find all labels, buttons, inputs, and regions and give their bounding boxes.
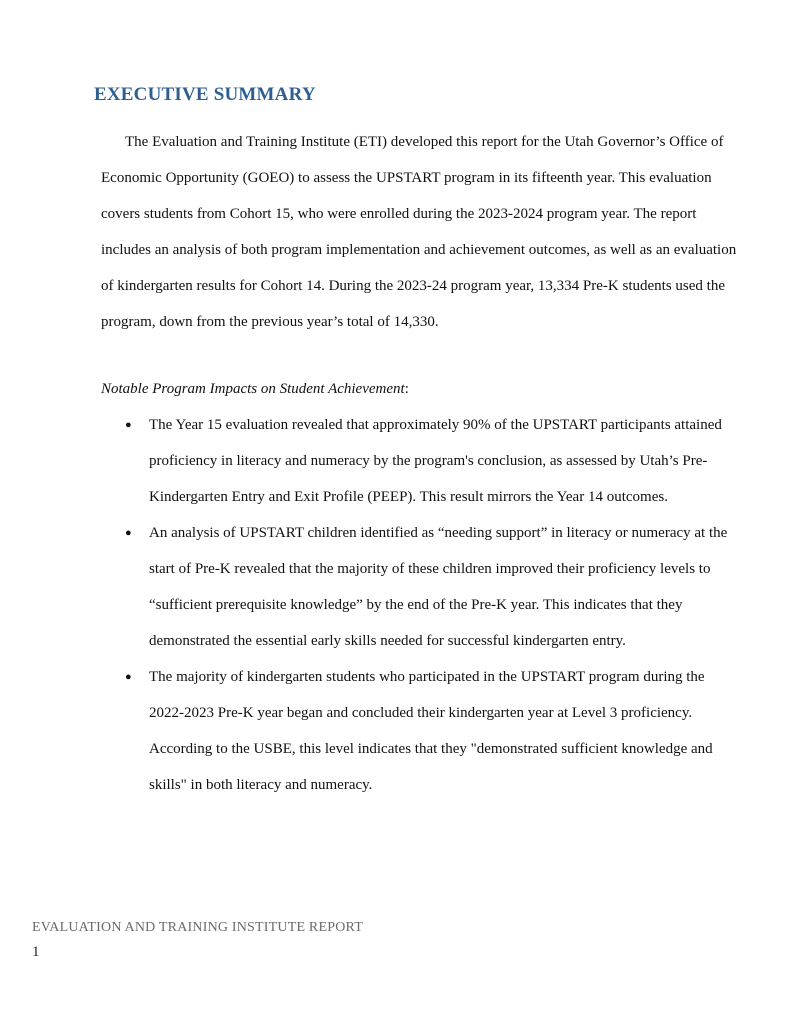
impacts-label-text: Notable Program Impacts on Student Achievement bbox=[101, 381, 405, 397]
impacts-label-colon: : bbox=[404, 381, 409, 397]
intro-paragraph bbox=[101, 124, 741, 340]
list-item bbox=[101, 659, 741, 803]
bullet-dot-icon: ● bbox=[125, 671, 132, 683]
list-item bbox=[101, 515, 741, 659]
bullet-text: An analysis of UPSTART children identified as “needing support” in literacy or numeracy at the start of Pre-K revealed that the majority of these children improved their proficiency levels to “sufficient prerequisite knowledge” by the end of the Pre-K year. This indicates that they demonstrated the essential early skills needed for successful kindergarten entry. bbox=[149, 525, 728, 649]
bullet-text: The majority of kindergarten students who participated in the UPSTART program during the 2022-2023 Pre-K year began and concluded their kindergarten year at Level 3 proficiency. According to the USBE, this level indicates that they "demonstrated sufficient knowledge and skills" in both literacy and numeracy. bbox=[149, 669, 713, 793]
list-item bbox=[101, 407, 741, 515]
bullet-dot-icon: ● bbox=[125, 527, 132, 539]
bullet-dot-icon: ● bbox=[125, 419, 132, 431]
footer-report-title: EVALUATION AND TRAINING INSTITUTE REPORT bbox=[32, 920, 363, 935]
intro-text: The Evaluation and Training Institute (ETI) developed this report for the Utah Governor’s Office of Economic Opportunity (GOEO) to assess the UPSTART program in its fifteenth year. This evaluation covers students from Cohort 15, who were enrolled during the 2023-2024 program year. The report includes an analysis of both program implementation and achievement outcomes, as well as an evaluation of kindergarten results for Cohort 14. During the 2023-24 program year, 13,334 Pre-K students used the program, down from the previous year’s total of 14,330. bbox=[101, 134, 737, 330]
impacts-bullet-list bbox=[101, 407, 741, 803]
impacts-label bbox=[101, 371, 409, 407]
section-heading: EXECUTIVE SUMMARY bbox=[94, 84, 316, 105]
bullet-text: The Year 15 evaluation revealed that approximately 90% of the UPSTART participants attained proficiency in literacy and numeracy by the program's conclusion, as assessed by Utah’s Pre-Kindergarten Entry and Exit Profile (PEEP). This result mirrors the Year 14 outcomes. bbox=[149, 417, 722, 505]
page-number: 1 bbox=[32, 944, 40, 960]
